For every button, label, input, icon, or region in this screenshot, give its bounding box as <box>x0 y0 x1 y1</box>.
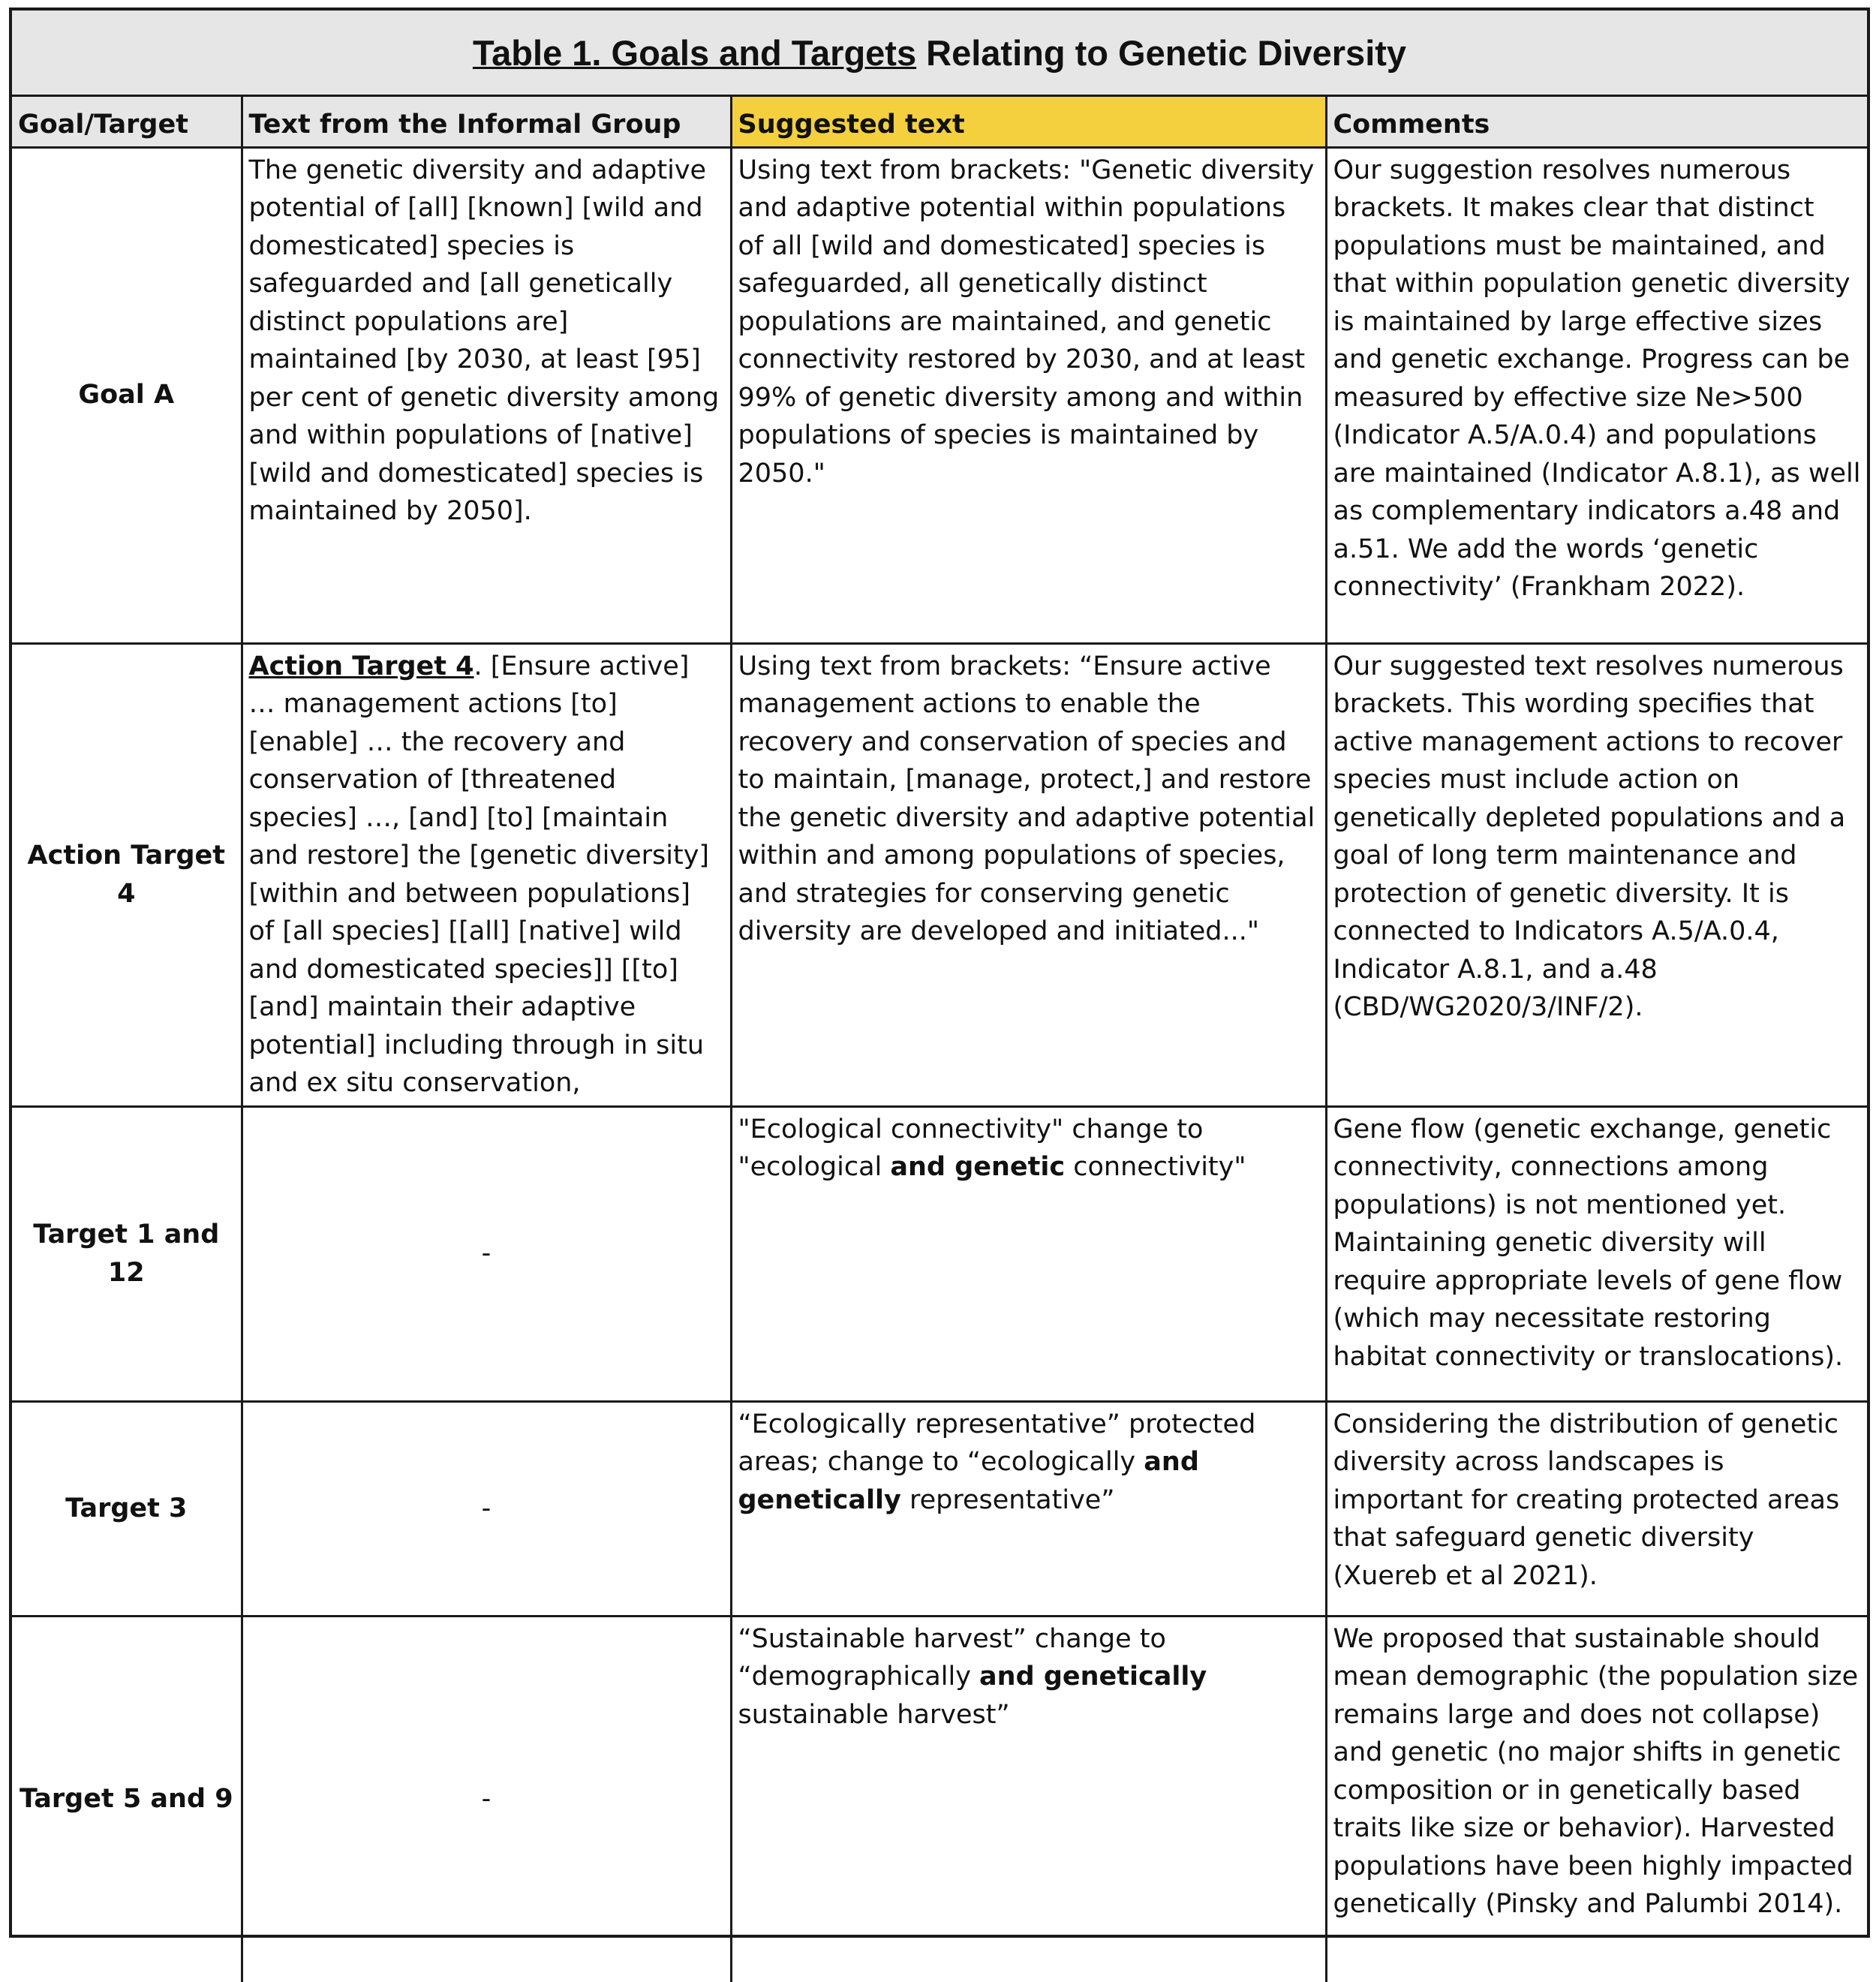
suggested-text-cell <box>731 1401 1326 1616</box>
suggested-text-cell: Using text from brackets: "Genetic diversity and adaptive potential within populations of all [wild and domesticated] species is safeguarded, all genetically distinct populations are maintained, and genetic connectivity restored by 2030, and at least 99% of genetic diversity among and within populations of species is maintained by 2050." <box>731 147 1326 643</box>
informal-text-cell: - <box>242 1106 731 1401</box>
table-title-underlined: Table 1. Goals and Targets <box>472 32 917 73</box>
table-title <box>12 11 1867 97</box>
informal-text-body: . [Ensure active] … management actions [to] [enable] … the recovery and conservation of [threatened species] …, [and] [to] [maintain and restore] the [genetic diversity] [within and between populations] of [all species] [[all] [native] wild and domesticated species]] [[to] [and] maintain their adaptive potential] including through in situ and ex situ conservation, <box>248 651 710 1098</box>
row-label: Target 3 <box>12 1401 242 1616</box>
suggested-text-part: sustainable harvest” <box>738 1662 1216 1730</box>
comments-cell: Our suggestion resolves numerous brackets. It makes clear that distinct populations must be maintained, and that within population genetic diversity is maintained by large effective sizes and genetic exchange. Progress can be measured by effective size Ne>500 (Indicator A.5/A.0.4) and populations are maintained (Indicator A.8.1), as well as complementary indicators a.48 and a.51. We add the words ‘genetic connectivity’ (Frankham 2022). <box>1326 147 1867 643</box>
table-row <box>12 147 1867 643</box>
table-row <box>12 1616 1867 1982</box>
row-label: Action Target 4 <box>12 643 242 1106</box>
table-frame <box>9 8 1870 1938</box>
goals-targets-table <box>12 97 1867 1982</box>
suggested-text-part: connectivity" <box>1065 1152 1246 1182</box>
table-row <box>12 643 1867 1106</box>
header-row <box>12 97 1867 147</box>
comments-cell: We proposed that sustainable should mean demographic (the population size remains large and does not collapse) and genetic (no major shifts in genetic composition or in genetically based traits like size or behavior). Harvested populations have been highly impacted genetically (Pinsky and Palumbi 2014). <box>1326 1616 1867 1982</box>
table-row <box>12 1106 1867 1401</box>
column-header-goal-target: Goal/Target <box>12 97 242 147</box>
column-header-comments: Comments <box>1326 97 1867 147</box>
table-title-rest: Relating to Genetic Diversity <box>916 32 1407 73</box>
suggested-text-part: “Sustainable harvest” change to “demographically <box>738 1623 1175 1692</box>
column-header-suggested-text: Suggested text <box>731 97 1326 147</box>
suggested-text-part: representative” <box>900 1484 1115 1515</box>
row-label: Target 5 and 9 <box>12 1616 242 1982</box>
informal-text-cell: The genetic diversity and adaptive potential of [all] [known] [wild and domesticated] species is safeguarded and [all genetically distinct populations are] maintained [by 2030, at least [95] per cent of genetic diversity among and within populations of [native] [wild and domesticated] species is maintained by 2050]. <box>242 147 731 643</box>
action-target-heading: Action Target 4 <box>248 651 474 681</box>
suggested-text-cell: Using text from brackets: “Ensure active management actions to enable the recovery and conservation of species and to maintain, [manage, protect,] and restore the genetic diversity and adaptive potential within and among populations of species, and strategies for conserving genetic diversity are developed and initiated..." <box>731 643 1326 1106</box>
row-label: Goal A <box>12 147 242 643</box>
suggested-text-emphasis: and genetically <box>738 1447 1199 1515</box>
informal-text-cell: - <box>242 1616 731 1982</box>
suggested-text-cell <box>731 1106 1326 1401</box>
informal-text-cell <box>242 643 731 1106</box>
suggested-text-part: “Ecologically representative” protected areas; change to “ecologically <box>738 1409 1264 1477</box>
comments-cell: Gene flow (genetic exchange, genetic connectivity, connections among populations) is not mentioned yet. Maintaining genetic diversity will require appropriate levels of gene flow (which may necessitate restoring habitat connectivity or translocations). <box>1326 1106 1867 1401</box>
comments-cell: Our suggested text resolves numerous brackets. This wording specifies that active management actions to recover species must include action on genetically depleted populations and a goal of long term maintenance and protection of genetic diversity. It is connected to Indicators A.5/A.0.4, Indicator A.8.1, and a.48 (CBD/WG2020/3/INF/2). <box>1326 643 1867 1106</box>
table-row <box>12 1401 1867 1616</box>
suggested-text-emphasis: and genetically <box>979 1662 1207 1692</box>
column-header-informal-text: Text from the Informal Group <box>242 97 731 147</box>
row-label: Target 1 and 12 <box>12 1106 242 1401</box>
comments-cell: Considering the distribution of genetic diversity across landscapes is important for creating protected areas that safeguard genetic diversity (Xuereb et al 2021). <box>1326 1401 1867 1616</box>
suggested-text-cell <box>731 1616 1326 1982</box>
informal-text-cell: - <box>242 1401 731 1616</box>
suggested-text-part: "Ecological connectivity" change to "ecological <box>738 1114 1212 1182</box>
suggested-text-emphasis: and genetic <box>890 1152 1066 1182</box>
